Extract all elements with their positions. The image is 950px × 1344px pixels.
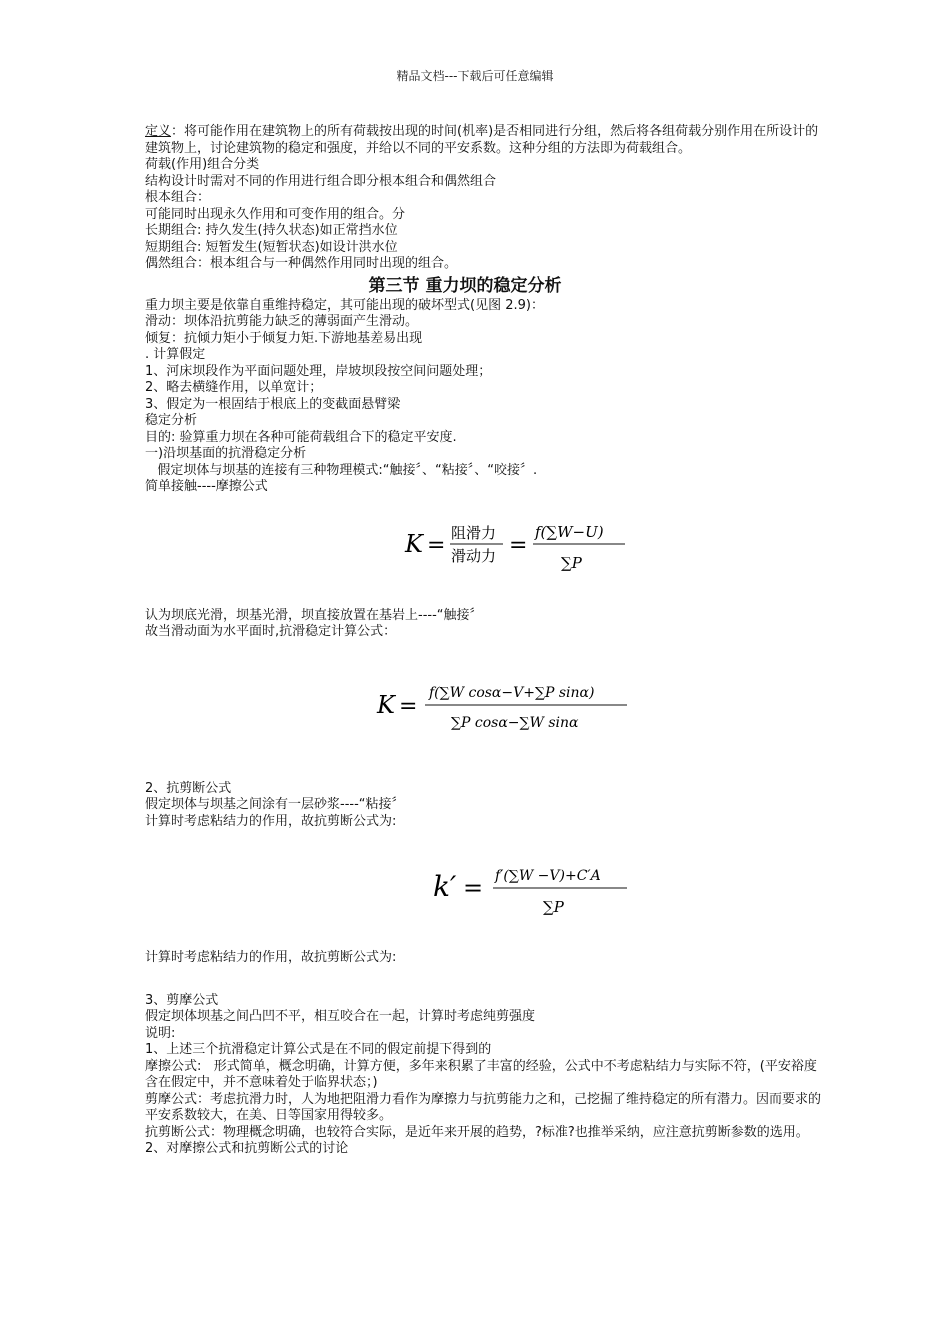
text-line: 2、抗剪断公式	[145, 780, 232, 796]
text-line: 3、剪摩公式	[145, 992, 219, 1008]
shear-fracture-formula	[145, 830, 825, 950]
section-title: 第三节 重力坝的稳定分析	[368, 275, 562, 296]
equals-sign: =	[399, 693, 418, 719]
text-line: 短期组合: 短暂发生(短暂状态)如设计洪水位	[145, 239, 398, 255]
text-line: 计算时考虑粘结力的作用，故抗剪断公式为:	[145, 813, 397, 829]
horizontal-sliding-formula-svg	[375, 669, 645, 749]
text-line: 1、上述三个抗滑稳定计算公式是在不同的假定前提下得到的	[145, 1042, 492, 1057]
text-line: 根本组合：	[145, 190, 211, 205]
formula-lhs: k′	[433, 870, 457, 903]
shear-fracture-formula-svg	[431, 850, 651, 930]
sliding-force-label: 滑动力	[451, 546, 497, 565]
text-line: 荷载(作用)组合分类	[145, 157, 260, 172]
document-body	[145, 124, 825, 1158]
formula-denominator: ∑P cosα−∑W sinα	[451, 714, 579, 731]
equals-sign: =	[427, 532, 446, 558]
text-line: 故当滑动面为水平面时,抗滑稳定计算公式：	[145, 624, 397, 639]
formula-numerator: f(∑W cosα−V+∑P sinα)	[429, 684, 595, 701]
text-line: 滑动：坝体沿抗剪能力缺乏的薄弱面产生滑动。	[145, 314, 419, 329]
friction-formula-svg	[403, 508, 643, 580]
page-header: 精品文档---下载后可任意编辑	[396, 69, 554, 83]
formula-denominator: ∑P	[543, 898, 564, 916]
text-line: 假定坝体坝基之间凸凹不平，相互咬合在一起，计算时考虑纯剪强度	[145, 1009, 536, 1024]
text-line: 结构设计时需对不同的作用进行组合即分根本组合和偶然组合	[145, 173, 497, 189]
equals-sign: =	[463, 874, 484, 902]
text-line: 稳定分析	[145, 413, 198, 428]
text-line: 一)沿坝基面的抗滑稳定分析	[145, 446, 307, 461]
friction-formula	[145, 496, 825, 608]
text-line: 剪摩公式：考虑抗滑力时，人为地把阻滑力看作为摩擦力与抗剪能力之和，己挖掘了维持稳定的所有潜力。因而要求的平安系数较大，在美、日等国家用得较多。	[145, 1091, 822, 1123]
text-line: 说明:	[145, 1025, 176, 1041]
formula-denominator: ∑P	[561, 553, 582, 572]
text-line: 抗剪断公式：物理概念明确，也较符合实际，是近年来开展的趋势，?标准?也推举采纳，应注意抗剪断参数的选用。	[145, 1124, 809, 1140]
text-line: 长期组合: 持久发生(持久状态)如正常挡水位	[145, 223, 398, 238]
text-line: 认为坝底光滑，坝基光滑，坝直接放置在基岩上----“触接〞	[145, 607, 483, 623]
text-line: 2、对摩擦公式和抗剪断公式的讨论	[145, 1141, 349, 1156]
text-line: . 计算假定	[145, 347, 206, 362]
text-line: 重力坝主要是依靠自重维持稳定，其可能出现的破坏型式(见图 2.9)：	[145, 297, 544, 313]
text-line: 计算时考虑粘结力的作用，故抗剪断公式为:	[145, 950, 397, 965]
formula-lhs: K	[405, 529, 423, 558]
resisting-force-label: 阻滑力	[451, 523, 497, 542]
horizontal-sliding-formula	[145, 641, 825, 761]
text-line: 1、河床坝段作为平面问题处理，岸坡坝段按空间问题处理；	[145, 363, 492, 379]
text-line: 假定坝体与坝基的连接有三种物理模式:“触接〞、“粘接〞、“咬接〞.	[145, 462, 538, 478]
text-line: 偶然组合：根本组合与一种偶然作用同时出现的组合。	[145, 256, 458, 271]
formula-lhs: K	[377, 690, 395, 719]
equals-sign: =	[509, 532, 528, 558]
formula-numerator: f(∑W−U)	[535, 522, 604, 541]
text-line: 目的: 验算重力坝在各种可能荷载组合下的稳定平安度.	[145, 429, 457, 445]
definition-paragraph	[145, 124, 825, 157]
definition-text: ：将可能作用在建筑物上的所有荷载按出现的时间(机率)是否相同进行分组，然后将各组荷载分别作用在所设计的建筑物上，讨论建筑物的稳定和强度，并给以不同的平安系数。这种分组的方法即为荷载组合。	[145, 124, 819, 156]
formula-numerator: f′(∑W −V)+C′A	[495, 868, 601, 884]
text-line: 2、略去横缝作用，以单宽计；	[145, 380, 323, 395]
text-line: 摩擦公式: 形式简单，概念明确，计算方便，多年来积累了丰富的经验，公式中不考虑粘结力与实际不符，(平安裕度含在假定中，并不意味着处于临界状态；)	[145, 1058, 817, 1090]
text-line: 简单接触----摩擦公式	[145, 479, 268, 494]
text-line: 3、假定为一根固结于根底上的变截面悬臂梁	[145, 396, 401, 412]
text-line: 倾复：抗倾力矩小于倾复力矩.下游地基差易出现	[145, 330, 423, 346]
definition-label: 定义	[145, 124, 172, 139]
text-line: 可能同时出现永久作用和可变作用的组合。分	[145, 206, 406, 222]
text-line: 假定坝体与坝基之间涂有一层砂浆----“粘接〞	[145, 797, 405, 812]
